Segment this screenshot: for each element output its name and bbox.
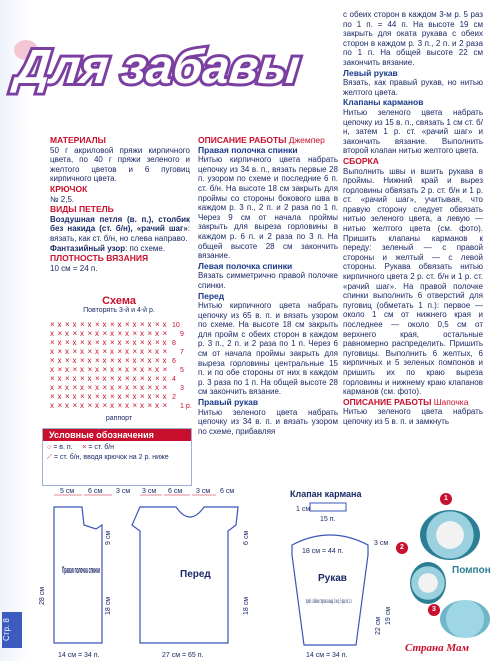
front-heading: Перед <box>198 290 225 301</box>
scheme-stitch: x <box>125 365 129 374</box>
scheme-stitch: x <box>65 401 69 410</box>
pocket-flap-shape <box>310 503 346 511</box>
scheme-stitch: x <box>50 401 54 410</box>
scheme-row-label: 5 <box>180 367 184 374</box>
scheme-stitch: x <box>125 383 129 392</box>
scheme-stitch: × <box>87 329 93 338</box>
scheme-row-label: 1 р. <box>180 403 192 410</box>
scheme-stitch: × <box>50 392 55 401</box>
sleeve-label: Рукав <box>318 573 347 584</box>
scheme-stitch: x <box>102 356 107 365</box>
scheme-stitch: × <box>57 365 63 374</box>
scheme-stitch: x <box>95 365 99 374</box>
scheme-stitch: x <box>110 347 114 356</box>
scheme-stitch: × <box>87 347 93 356</box>
dim-9cm: 9 см <box>105 530 112 545</box>
scheme-stitch: x <box>50 365 54 374</box>
pompon-photo-3 <box>440 600 490 638</box>
scheme-stitch: x <box>65 365 69 374</box>
scheme-stitch: x <box>140 401 144 410</box>
pompon-photo-2 <box>410 562 446 604</box>
flap-1cm: 1 см <box>296 506 311 513</box>
scheme-stitch: × <box>110 374 115 383</box>
left-sleeve-text: Вязать, как правый рукав, но нитью желтого цвета. <box>343 78 483 97</box>
scheme-row-label: 3 <box>180 385 184 392</box>
right-back-text: Нитью кирпичного цвета набрать цепочку из 34 в. п., вязать первые 28 п. узором по схеме и последние 6 п. ст. б/н. На высоте 18 см закрыть для проймы со стороны бокового шва в каждом р. 3 п., 2 п. и 2 раза по 1 п. Через 9 см от начала проймы закрыть для выреза горловины в каждом р. 6 п. и 2 раза по 3 п. На общей высоте 28 см закончить вязание. <box>198 155 338 261</box>
scheme-grid <box>44 314 194 414</box>
scheme-stitch: x <box>155 383 159 392</box>
description-heading: ОПИСАНИЕ РАБОТЫ <box>198 135 287 145</box>
scheme-stitch: × <box>57 401 63 410</box>
scheme-stitch: x <box>140 329 144 338</box>
scheme-stitch: × <box>65 374 70 383</box>
scheme-stitch: × <box>95 392 100 401</box>
scheme-stitch: × <box>50 338 55 347</box>
scheme-row-label: 7 <box>180 349 184 356</box>
scheme-stitch: × <box>162 365 168 374</box>
scheme-stitch: x <box>117 356 122 365</box>
scheme-stitch: x <box>87 356 92 365</box>
jumper-heading: Джемпер <box>288 135 325 145</box>
scheme-stitch: x <box>117 392 122 401</box>
scheme-stitch: x <box>80 329 84 338</box>
scheme-stitch: x <box>95 347 99 356</box>
scheme-stitch: x <box>50 347 54 356</box>
scheme-stitch: × <box>162 401 168 410</box>
scheme-stitch: × <box>102 329 108 338</box>
scheme-stitch: × <box>110 356 115 365</box>
scheme-stitch: x <box>147 338 152 347</box>
scheme-stitch: x <box>110 383 114 392</box>
legend-stbn: = ст. б/н <box>88 444 115 451</box>
scheme-stitch: x <box>125 347 129 356</box>
description-column <box>198 136 338 436</box>
scheme-stitch: × <box>110 392 115 401</box>
scheme-stitch: × <box>132 401 138 410</box>
scheme-stitch: x <box>50 329 54 338</box>
dim-6cm-b: 6 см <box>168 488 183 495</box>
scheme-stitch: x <box>117 320 122 329</box>
legend-title: Условные обозначения <box>43 429 191 441</box>
scheme-stitch: × <box>110 320 115 329</box>
scheme-stitch: x <box>162 392 167 401</box>
scheme-stitch: × <box>80 374 85 383</box>
scheme-stitch: x <box>80 347 84 356</box>
scheme-stitch: x <box>87 320 92 329</box>
pocket-flap-title: Клапан кармана <box>290 489 362 499</box>
left-back-text: Вязать симметрично правой полочке спинки. <box>198 271 338 290</box>
photo-badge-2: 2 <box>396 542 408 554</box>
dim-28cm-a: 28 см <box>39 586 46 605</box>
scheme-stitch: × <box>65 392 70 401</box>
hat-text: Нитью зеленого цвета набрать цепочку из 5 в. п. и замкнуть <box>343 407 483 426</box>
scheme-stitch: × <box>162 347 168 356</box>
pocket-flaps-heading: Клапаны карманов <box>343 97 424 108</box>
scheme-stitch: × <box>125 392 130 401</box>
scheme-stitch: × <box>147 329 153 338</box>
hat-description-heading: ОПИСАНИЕ РАБОТЫ <box>343 396 432 407</box>
scheme-stitch: × <box>117 347 123 356</box>
assembly-heading: СБОРКА <box>343 155 379 166</box>
scheme-stitch: x <box>57 374 62 383</box>
hook-heading: КРЮЧОК <box>50 183 88 194</box>
scheme-stitch: x <box>95 401 99 410</box>
scheme-stitch: × <box>57 347 63 356</box>
scheme-stitch: x <box>87 374 92 383</box>
scheme-stitch: × <box>132 365 138 374</box>
page-title: Для забавы <box>13 40 303 94</box>
scheme-stitch: × <box>65 320 70 329</box>
materials-text: 50 г акриловой пряжи кирпичного цвета, по 40 г пряжи зеленого и желтого цветов и 6 пуговиц кирпичного цвета. <box>50 145 190 184</box>
cross-symbol-icon: × <box>82 444 87 451</box>
materials-column <box>50 136 190 273</box>
scheme-stitch: x <box>87 392 92 401</box>
scheme-stitch: × <box>80 320 85 329</box>
legend-box <box>42 428 192 486</box>
scheme-stitch: × <box>110 338 115 347</box>
scheme-stitch: × <box>140 320 145 329</box>
title-banner <box>10 28 303 98</box>
scheme-stitch: x <box>95 383 99 392</box>
legend-long: = ст. б/н, вводя крючок на 2 р. ниже <box>53 454 169 461</box>
pompon-label: Помпон <box>452 565 491 576</box>
scheme-stitch: × <box>155 356 160 365</box>
scheme-stitch: × <box>102 347 108 356</box>
scheme-stitch: × <box>132 329 138 338</box>
scheme-stitch: × <box>155 338 160 347</box>
scheme-title: Схема <box>102 295 136 307</box>
page-edge <box>0 0 30 661</box>
scheme-row-label: 6 <box>172 358 176 365</box>
watermark: Страна Мам <box>405 642 470 654</box>
scheme-stitch: × <box>95 338 100 347</box>
dim-sleeve-3cm: 3 см <box>374 540 389 547</box>
scheme-stitch: x <box>102 320 107 329</box>
density-heading: ПЛОТНОСТЬ ВЯЗАНИЯ <box>50 253 149 264</box>
scheme-row-label: 2 <box>172 394 176 401</box>
scheme-stitch: × <box>50 320 55 329</box>
scheme-stitch: × <box>147 401 153 410</box>
density-text: 10 см = 24 п. <box>50 263 98 273</box>
scheme-stitch: × <box>95 356 100 365</box>
scheme-stitch: × <box>95 374 100 383</box>
scheme-stitch: × <box>50 374 55 383</box>
scheme-stitch: x <box>72 392 77 401</box>
scheme-stitch: × <box>147 347 153 356</box>
scheme-stitch: x <box>132 320 137 329</box>
scheme-stitch: x <box>57 320 62 329</box>
scheme-stitch: x <box>125 401 129 410</box>
pattern-diagrams <box>40 485 430 661</box>
hook-text: № 2,5. <box>50 194 75 204</box>
scheme-stitch: x <box>57 338 62 347</box>
scheme-stitch: x <box>147 374 152 383</box>
dim-6cm-v: 6 см <box>243 530 250 545</box>
scheme-stitch: x <box>162 374 167 383</box>
back-piece-outline <box>54 507 102 643</box>
assembly-column <box>343 10 483 427</box>
scheme-stitch: × <box>87 383 93 392</box>
front-bottom-dim: 27 см = 65 п. <box>162 652 204 659</box>
scheme-stitch: x <box>110 329 114 338</box>
scheme-stitch: x <box>155 365 159 374</box>
scheme-stitch: × <box>125 320 130 329</box>
scheme-stitch: x <box>132 374 137 383</box>
dim-5cm: 5 см <box>60 488 75 495</box>
dim-22cm: 22 см <box>375 616 382 635</box>
scheme-stitch: × <box>125 374 130 383</box>
scheme-row-label: 4 <box>172 376 176 383</box>
scheme-stitch: x <box>102 392 107 401</box>
scheme-stitch: × <box>80 392 85 401</box>
scheme-stitch: × <box>140 374 145 383</box>
hat-heading: Шапочка <box>433 396 469 407</box>
dim-6cm-a: 6 см <box>88 488 103 495</box>
scheme-stitch: x <box>72 320 77 329</box>
long-stitch-symbol-icon: ⟋ <box>47 454 52 461</box>
scheme-stitch: x <box>80 365 84 374</box>
scheme-stitch: x <box>65 329 69 338</box>
legend-vp: = в. п. <box>53 444 73 451</box>
scheme-stitch: × <box>72 383 78 392</box>
dim-19cm: 19 см <box>385 606 392 625</box>
scheme-row-label: 8 <box>172 340 176 347</box>
scheme-stitch: × <box>155 392 160 401</box>
scheme-stitch: x <box>87 338 92 347</box>
scheme-stitch: × <box>117 329 123 338</box>
pocket-flaps-text: Нитью зеленого цвета набрать цепочку из 15 в. п., связать 1 см ст. б/н, затем 1 р. ст. «рачий шаг» и закончить вязание. Выполнить второй клапан нитью желтого цвета. <box>343 107 483 156</box>
scheme-stitch: × <box>155 320 160 329</box>
front-piece-label: Перед <box>180 569 211 580</box>
scheme-stitch: x <box>147 356 152 365</box>
scheme-row-label: 10 <box>172 322 180 329</box>
scheme-stitch: x <box>50 383 54 392</box>
scheme-stitch: x <box>102 338 107 347</box>
photo-badge-3: 3 <box>428 604 440 616</box>
scheme-stitch: × <box>57 383 63 392</box>
dim-18cm-b: 18 см <box>243 596 250 615</box>
sleeve-continued-text: с обеих сторон в каждом 3-м р. 5 раз по 1 п. = 44 п. На высоте 19 см закрыть для оката рукава с обеих сторон в каждом р. 3 п., 2 п. и 2 раза по 1 п. На общей высоте 22 см закончить вязание. <box>343 10 483 67</box>
scheme-stitch: × <box>95 320 100 329</box>
scheme-stitch: x <box>117 374 122 383</box>
scheme-stitch: x <box>102 374 107 383</box>
scheme-stitch: x <box>155 401 159 410</box>
scheme-stitch: x <box>110 365 114 374</box>
scheme-stitch: x <box>140 383 144 392</box>
scheme-stitch: x <box>125 329 129 338</box>
scheme-stitch: × <box>80 356 85 365</box>
left-sleeve-heading: Левый рукав <box>343 67 398 78</box>
chain-symbol-icon: ○ <box>47 444 52 451</box>
pompon-photo-1 <box>420 510 480 560</box>
dim-3cm-a: 3 см <box>116 488 131 495</box>
scheme-stitch: × <box>162 329 168 338</box>
dim-3cm-c: 3 см <box>196 488 211 495</box>
scheme-stitch: x <box>57 356 62 365</box>
fancy-text: Фантазийный узор: по схеме. <box>50 243 166 253</box>
loops-heading: ВИДЫ ПЕТЕЛЬ <box>50 204 114 215</box>
scheme-stitch: × <box>117 365 123 374</box>
scheme-stitch: × <box>140 356 145 365</box>
scheme-stitch: × <box>125 338 130 347</box>
front-text: Нитью кирпичного цвета набрать цепочку из 65 в. п. и вязать узором по схеме. На высоте 18 см закрыть для пройм с обеих сторон в каждом р. 3 п., 2 п. и 2 раза по 1 п. Через 6 см от начала проймы закрыть для выреза горловины центральные 15 п. и по обе стороны от них в каждом р. 3 раза по 1 п. На общей высоте 28 см закончить вязание. <box>198 301 338 397</box>
scheme-stitch: × <box>72 329 78 338</box>
scheme-stitch: × <box>102 365 108 374</box>
flap-15p: 15 п. <box>320 516 336 523</box>
scheme-repeat-note: Повторять 3-й и 4-й р. <box>83 307 155 314</box>
scheme-block <box>44 295 194 422</box>
scheme-stitch: × <box>102 383 108 392</box>
scheme-stitch: x <box>132 392 137 401</box>
scheme-stitch: x <box>147 392 152 401</box>
scheme-stitch: × <box>147 383 153 392</box>
scheme-stitch: × <box>65 338 70 347</box>
scheme-stitch: x <box>57 392 62 401</box>
scheme-stitch: × <box>162 383 168 392</box>
scheme-stitch: x <box>162 320 167 329</box>
scheme-stitch: x <box>80 383 84 392</box>
dim-6cm-c: 6 см <box>220 488 235 495</box>
sleeve-bottom-dim: 14 см = 34 п. <box>306 652 348 659</box>
back-bottom-dim: 14 см = 34 п. <box>58 652 100 659</box>
scheme-stitch: x <box>132 338 137 347</box>
scheme-stitch: × <box>132 347 138 356</box>
right-sleeve-text: Нитью зеленого цвета набрать цепочку из 34 в. п. и вязать узором по схеме, прибавляя <box>198 407 338 436</box>
scheme-stitch: × <box>87 365 93 374</box>
scheme-stitch: x <box>155 347 159 356</box>
scheme-stitch: × <box>80 338 85 347</box>
scheme-stitch: × <box>57 329 63 338</box>
back-piece-label: Правая полочка спинки <box>62 565 100 575</box>
right-sleeve-heading: Правый рукав <box>198 397 259 408</box>
scheme-stitch: x <box>140 347 144 356</box>
materials-heading: МАТЕРИАЛЫ <box>50 135 106 145</box>
scheme-row-label: 9 <box>180 331 184 338</box>
right-back-heading: Правая полочка спинки <box>198 144 298 155</box>
scheme-stitch: x <box>80 401 84 410</box>
scheme-stitch: × <box>102 401 108 410</box>
sleeve-note: приб. с обеих сторон в кажд. 3-м р. 5 раз по 1 п. <box>306 599 353 605</box>
page-number: Стр. 8 <box>2 612 22 648</box>
scheme-stitch: × <box>117 383 123 392</box>
left-back-heading: Левая полочка спинки <box>198 260 293 271</box>
scheme-stitch: x <box>162 338 167 347</box>
scheme-stitch: × <box>50 356 55 365</box>
scheme-stitch: x <box>110 401 114 410</box>
scheme-stitch: x <box>162 356 167 365</box>
scheme-stitch: × <box>72 401 78 410</box>
scheme-stitch: × <box>140 392 145 401</box>
scheme-stitch: x <box>117 338 122 347</box>
scheme-stitch: × <box>147 365 153 374</box>
scheme-stitch: × <box>72 365 78 374</box>
dim-3cm-b: 3 см <box>142 488 157 495</box>
scheme-stitch: x <box>72 338 77 347</box>
scheme-stitch: × <box>87 401 93 410</box>
scheme-stitch: × <box>65 356 70 365</box>
scheme-stitch: × <box>125 356 130 365</box>
assembly-text: Выполнить швы и вшить рукава в проймы. Нижний край и вырез горловины обвязать 2 р. ст. б/н и 1 р. ст. «рачий шаг», учитывая, что правую сторону следует обвязать нитью зеленого цвета, а левую — нитью желтого цвета (см. фото). Пришить клапаны карманов к переду: зеленый — с правой стороны и желтый — с левой стороны. Рукава обвязать нитью кирпичного цвета 2 р. ст. б/н и 1 р. ст. «рачий шаг». На правой полочке спинки выполнить 6 отверстий для пуговиц (обметать 1 п.): первое — около 1 см от нижнего края и последнее — около 0,5 см от верхнего края, остальные равномерно распределить. Пришить пуговицы. Выполнить 6 желтых, 6 кирпичных и 5 зеленых помпонов и пришить их по краю выреза горловины и нижнему краю клапанов карманов (см. фото). <box>343 166 483 397</box>
scheme-stitch: x <box>65 347 69 356</box>
scheme-stitch: × <box>140 338 145 347</box>
scheme-rapport: раппорт <box>105 415 133 422</box>
scheme-stitch: x <box>72 356 77 365</box>
loops-text: Воздушная петля (в. п.), столбик без накида (ст. б/н), «рачий шаг»: вязать, как ст. б/н, но слева направо. <box>50 214 190 243</box>
scheme-stitch: x <box>132 356 137 365</box>
photo-badge-1: 1 <box>440 493 452 505</box>
scheme-stitch: x <box>95 329 99 338</box>
scheme-stitch: x <box>72 374 77 383</box>
scheme-stitch: x <box>155 329 159 338</box>
scheme-stitch: x <box>65 383 69 392</box>
scheme-stitch: × <box>155 374 160 383</box>
scheme-stitch: x <box>147 320 152 329</box>
dim-18cm-a: 18 см <box>105 596 112 615</box>
sleeve-top-dim: 18 см = 44 п. <box>302 548 344 555</box>
scheme-stitch: × <box>132 383 138 392</box>
scheme-stitch: × <box>117 401 123 410</box>
scheme-stitch: × <box>72 347 78 356</box>
scheme-stitch: x <box>140 365 144 374</box>
